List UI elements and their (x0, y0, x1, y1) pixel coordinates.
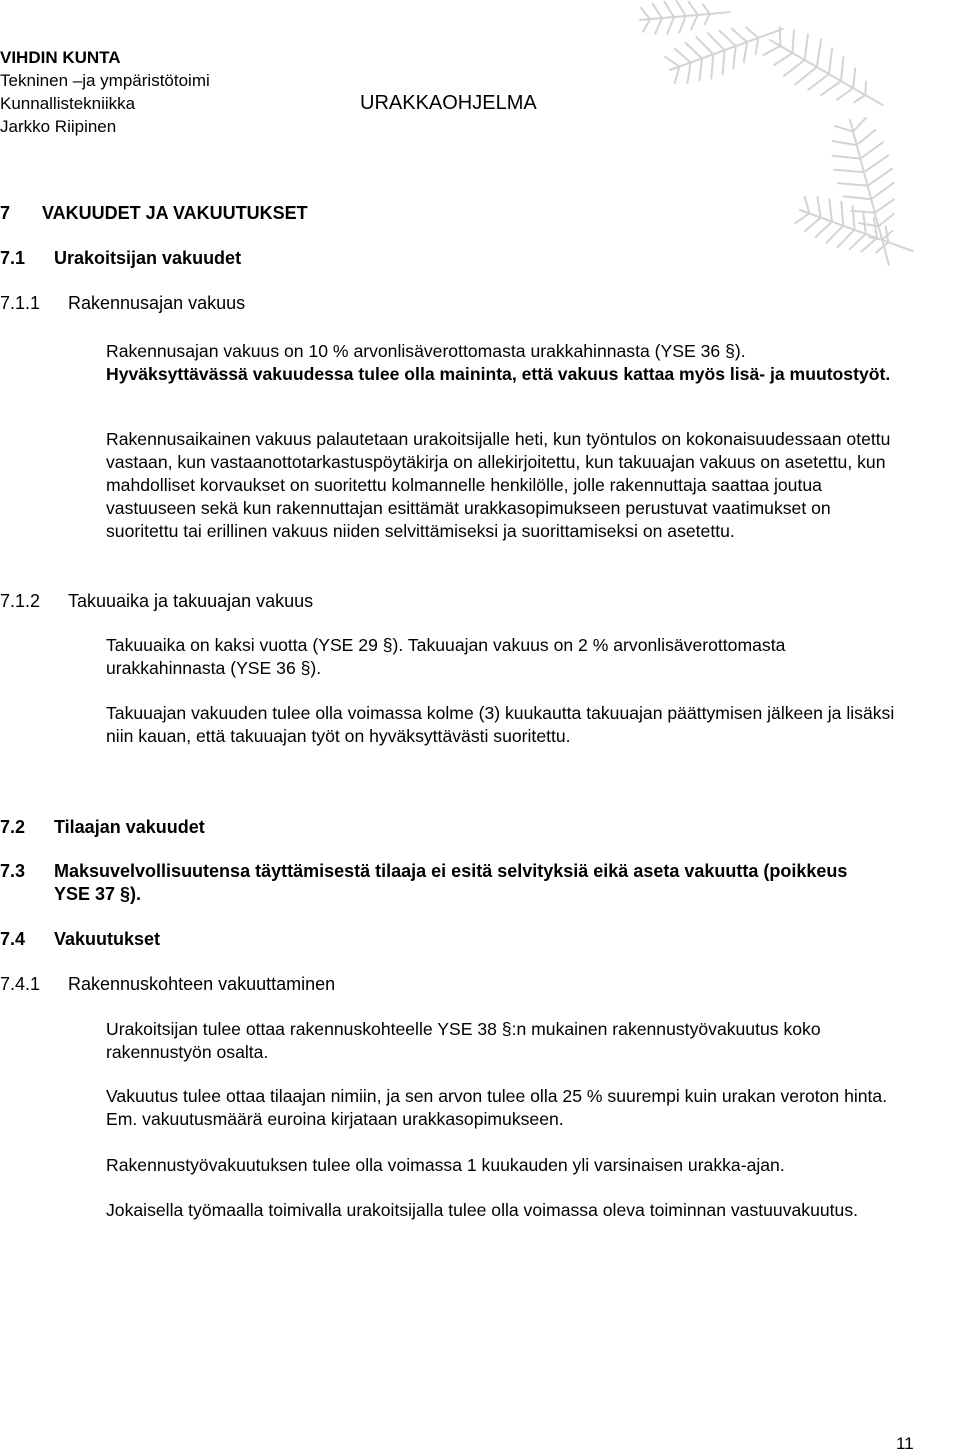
section-7-3-number: 7.3 (0, 861, 26, 881)
municipality-name: VIHDIN KUNTA (0, 48, 121, 67)
unit-name: Kunnallistekniikka (0, 94, 136, 113)
section-7-4-1-heading (0, 973, 335, 996)
palm-leaves-decoration (600, 0, 960, 320)
palm-leaf-3 (823, 113, 916, 272)
section-7-3-heading (0, 860, 880, 906)
department-name: Tekninen –ja ympäristötoimi (0, 71, 210, 90)
palm-leaf-2 (757, 17, 896, 127)
section-7-1-title: Urakoitsijan vakuudet (54, 248, 242, 268)
section-7-4-1-paragraph-4: Jokaisella työmaalla toimivalla urakoitsijalla tulee olla voimassa oleva toiminnan vastuuvakuutus. (106, 1200, 859, 1220)
section-7-1-1-number: 7.1.1 (0, 293, 41, 313)
section-7-1-1-heading (0, 292, 245, 315)
section-7-1-2-number: 7.1.2 (0, 591, 41, 611)
section-7-2-heading (0, 816, 205, 839)
section-7-4-title: Vakuutukset (54, 929, 161, 949)
section-7-2-number: 7.2 (0, 817, 26, 837)
section-7-4-heading (0, 928, 160, 951)
section-7-title: VAKUUDET JA VAKUUTUKSET (42, 203, 308, 223)
section-7-1-1-title: Rakennusajan vakuus (68, 293, 246, 313)
section-7-1-2-heading (0, 590, 313, 613)
section-7-1-number: 7.1 (0, 248, 26, 268)
paragraph-text-bold: Hyväksyttävässä vakuudessa tulee olla maininta, että vakuus kattaa myös lisä- ja muutostyöt. (106, 364, 891, 384)
section-7-heading (0, 202, 308, 225)
section-7-1-heading (0, 247, 241, 270)
palm-leaf-5 (639, 0, 731, 36)
section-7-1-2-paragraph-1: Takuuaika on kaksi vuotta (YSE 29 §). Takuuajan vakuus on 2 % arvonlisäverottomasta urakkahinnasta (YSE 36 §). (106, 635, 786, 678)
section-7-1-2-paragraph-2: Takuuajan vakuuden tulee olla voimassa kolme (3) kuukautta takuuajan päättymisen jälkeen ja lisäksi niin kauan, että takuuajan työt on hyväksyttävästi suoritettu. (106, 703, 895, 746)
section-7-number: 7 (0, 203, 11, 223)
section-7-3-title: Maksuvelvollisuutensa täyttämisestä tilaaja ei esitä selvityksiä eikä aseta vakuutta (poikkeus YSE 37 §). (54, 861, 848, 904)
section-7-4-1-paragraph-2: Vakuutus tulee ottaa tilaajan nimiin, ja sen arvon tulee olla 25 % suurempi kuin urakan veroton hinta. Em. vakuutusmäärä euroina kirjataan urakkasopimukseen. (106, 1086, 888, 1129)
palm-leaf-1 (662, 8, 790, 90)
palm-leaf-4 (792, 189, 920, 271)
section-7-2-title: Tilaajan vakuudet (54, 817, 205, 837)
section-7-4-number: 7.4 (0, 929, 26, 949)
document-title: URAKKAOHJELMA (360, 92, 537, 114)
author-name: Jarkko Riipinen (0, 117, 117, 136)
page-number: 11 (896, 1434, 914, 1453)
section-7-4-1-paragraph-1: Urakoitsijan tulee ottaa rakennuskohteelle YSE 38 §:n mukainen rakennustyövakuutus koko rakennustyön osalta. (106, 1019, 821, 1062)
paragraph-text: Rakennusajan vakuus on 10 % arvonlisäverottomasta urakkahinnasta (YSE 36 §). (106, 341, 746, 361)
section-7-4-1-paragraph-3: Rakennustyövakuutuksen tulee olla voimassa 1 kuukauden yli varsinaisen urakka-ajan. (106, 1155, 785, 1175)
section-7-1-1-paragraph-1 (106, 340, 906, 386)
section-7-4-1-number: 7.4.1 (0, 974, 41, 994)
section-7-4-1-title: Rakennuskohteen vakuuttaminen (68, 974, 336, 994)
document-header (0, 46, 210, 138)
section-7-1-2-title: Takuuaika ja takuuajan vakuus (68, 591, 314, 611)
section-7-1-1-paragraph-2: Rakennusaikainen vakuus palautetaan urakoitsijalle heti, kun työntulos on kokonaisuudessaan otettu vastaan, kun vastaanottotarkastuspöytäkirja on allekirjoitettu, kun takuuajan vakuus on asetettu, kun mahdolliset korvaukset on suoritettu kolmannelle henkilölle, jolle rakennuttaja saattaa joutua vastuuseen sekä kun rakennuttajan esittämät urakkasopimukseen perustuvat vaatimukset on suoritettu tai erillinen vakuus niiden selvittämiseksi ja suorittamiseksi on asetettu. (106, 429, 891, 541)
